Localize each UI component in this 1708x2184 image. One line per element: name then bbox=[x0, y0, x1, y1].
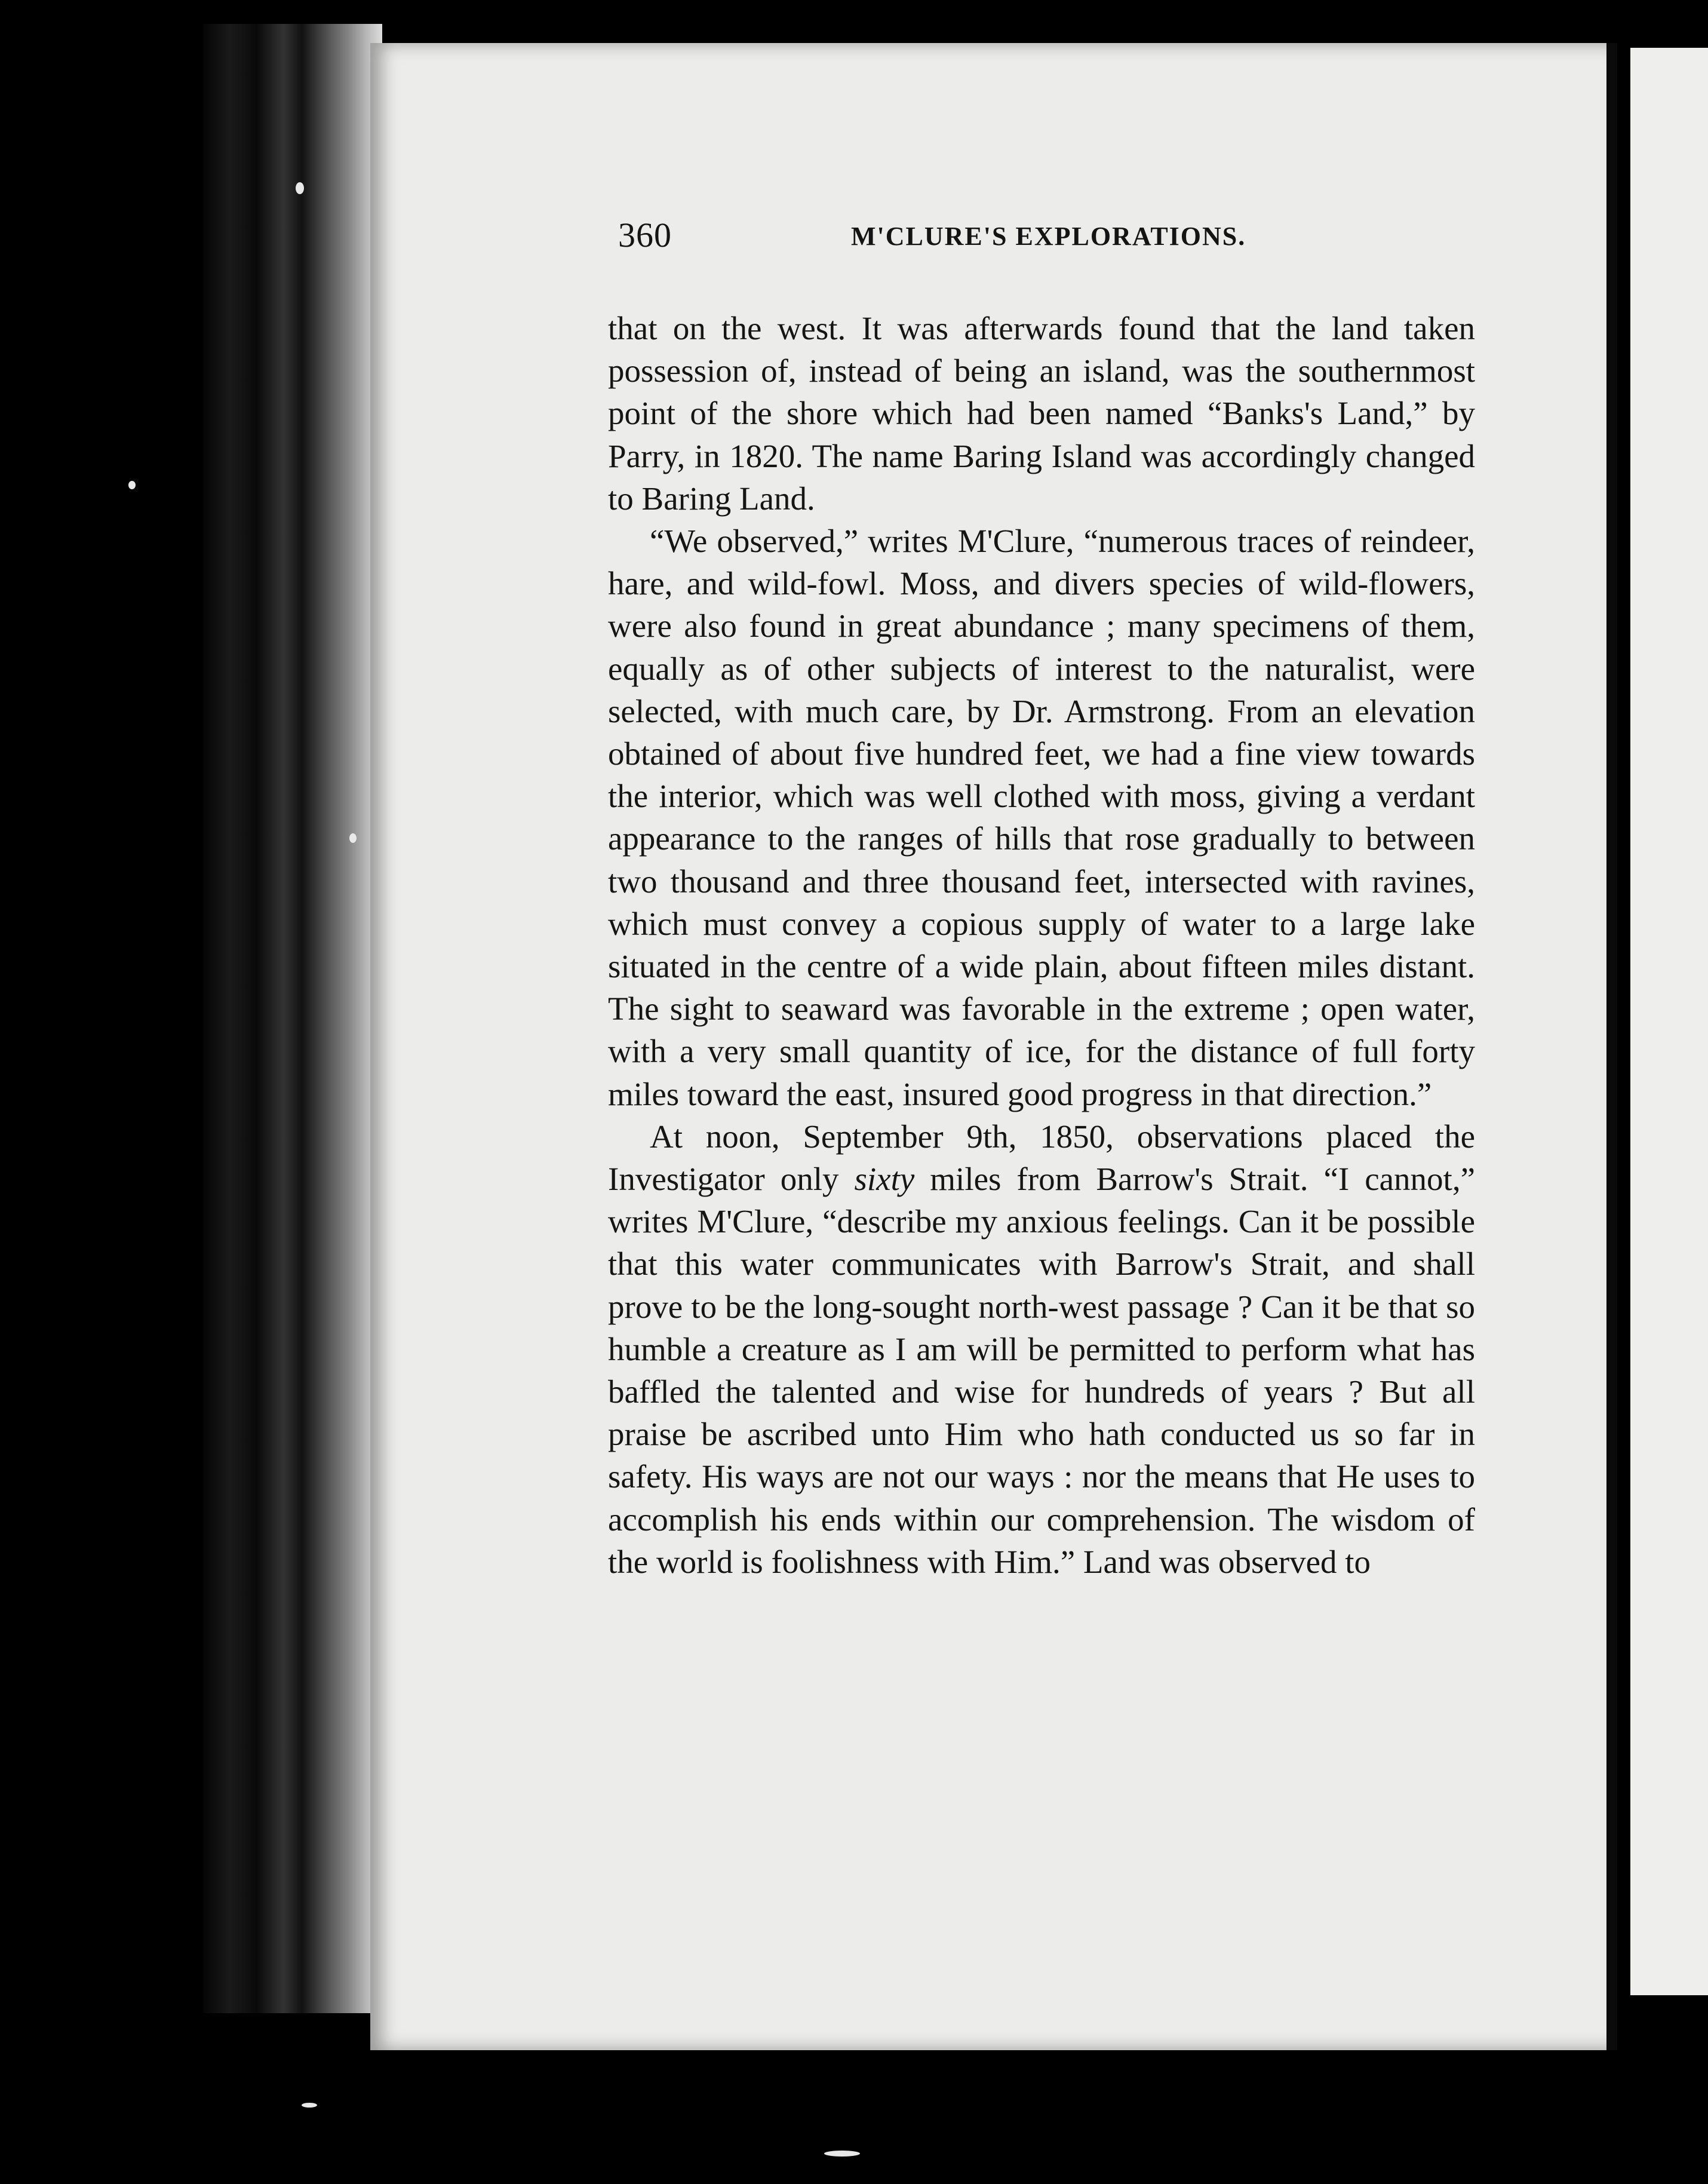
paragraph-3-rest: miles from Barrow's Strait. “I cannot,” writes M'Clure, “describe my anxious feelings. Can it be possible that this water communicates with Barrow's Strait, and shall prove to be the long-sought north-west passage ? Can it be that so humble a creature as I am will be permitted to perform what has baffled the talented and wise for hundreds of years ? But all praise be ascribed unto Him who hath conducted us so far in safety. His ways are not our ways : nor the means that He uses to accomplish his ends within our comprehension. The wisdom of the world is foolishness with Him.” Land was observed to bbox=[608, 1161, 1475, 1580]
paragraph-2: “We observed,” writes M'Clure, “numerous traces of reindeer, hare, and wild-fowl. Moss, and divers species of wild-flowers, were also found in great abundance ; many specimens of them, equally as of other subjects of interest to the naturalist, were selected, with much care, by Dr. Armstrong. From an elevation obtained of about five hundred feet, we had a fine view towards the interior, which was well clothed with moss, giving a verdant appearance to the ranges of hills that rose gradually to between two thousand and three thousand feet, intersected with ravines, which must convey a copious supply of water to a large lake situated in the centre of a wide plain, about fifteen miles distant. The sight to seaward was favorable in the extreme ; open water, with a very small quantity of ice, for the distance of full forty miles toward the east, insured good progress in that direction.” bbox=[608, 523, 1475, 1112]
scan-speck bbox=[349, 833, 357, 843]
scan-speck bbox=[824, 2151, 860, 2157]
paragraph-3 bbox=[608, 1115, 1475, 1583]
scan-speck bbox=[296, 182, 304, 194]
page-number: 360 bbox=[618, 216, 672, 254]
running-header bbox=[618, 215, 1263, 263]
book-page-edges bbox=[203, 24, 382, 2013]
scan-speck bbox=[128, 481, 136, 489]
emphasized-word: sixty bbox=[854, 1161, 915, 1198]
paragraph-1: that on the west. It was afterwards found that the land taken possession of, instead of being an island, was the southernmost point of the shore which had been named “Banks's Land,” by Parry, in 1820. The name Baring Island was accordingly changed to Baring Land. bbox=[608, 310, 1475, 517]
paragraph-3-start: At noon, September 9th, 1850, observations placed the Investigator only bbox=[608, 1118, 1475, 1198]
running-title: M'CLURE'S EXPLORATIONS. bbox=[851, 222, 1246, 251]
page-gutter bbox=[1606, 43, 1617, 2050]
facing-page-edge bbox=[1630, 48, 1708, 1995]
body-text bbox=[608, 307, 1475, 1583]
scan-speck bbox=[302, 2103, 317, 2108]
